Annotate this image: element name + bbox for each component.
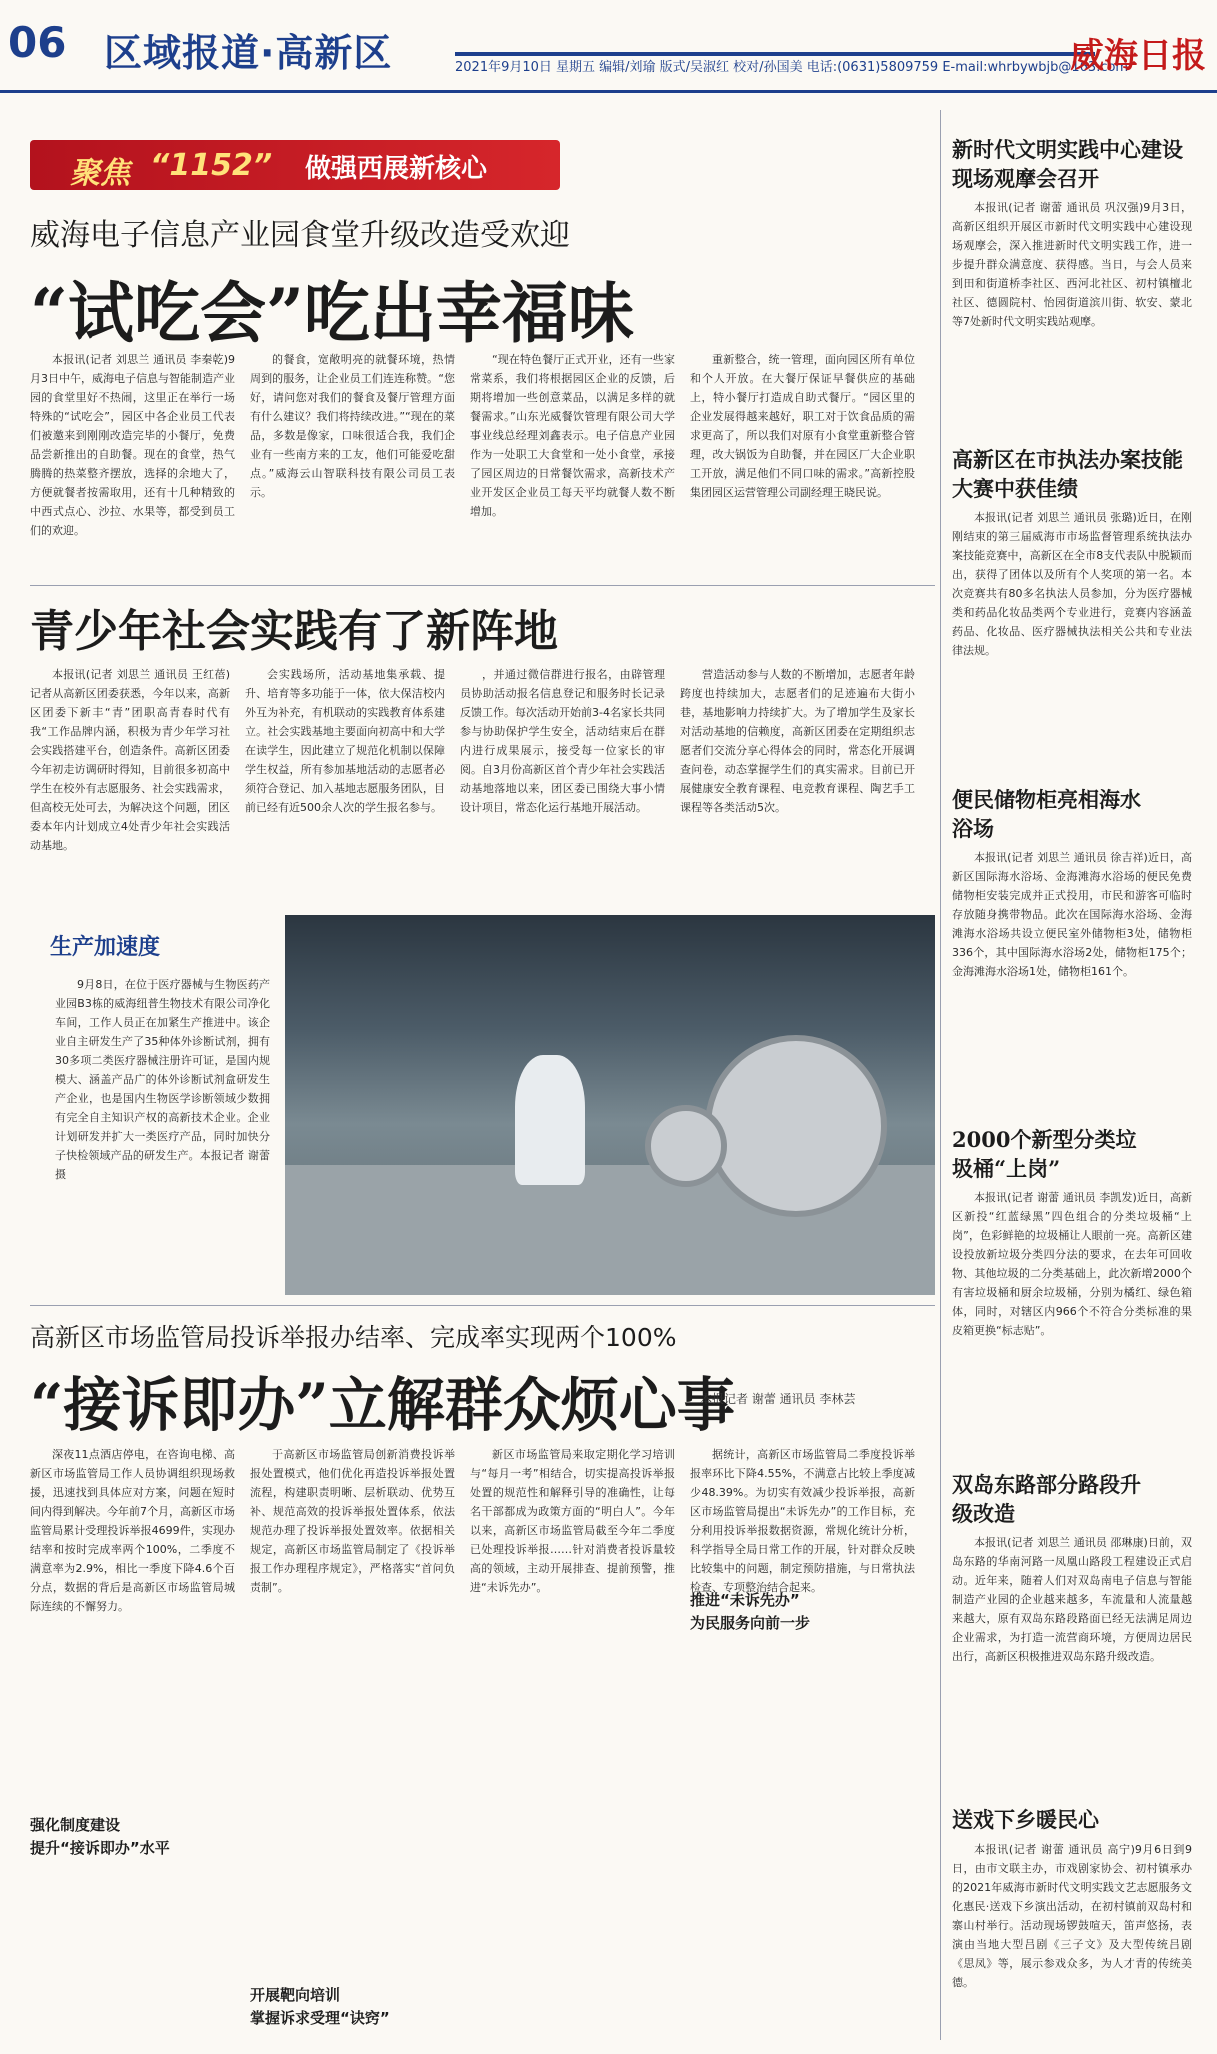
photo-worker <box>515 1055 585 1185</box>
story1-col2: 的餐食，宽敞明亮的就餐环境，热情周到的服务，让企业员工们连连称赞。“您好，请问您对我们的餐食及餐厅管理方面有什么建议？我们将持续改进。”“现在的菜品，多数是像家，口味很适合我，我们企业有一些南方来的工友，他们可能爱吃甜点。”威海云山智联科技有限公司员工表示。 <box>250 353 455 499</box>
newspaper-logo: 威海日报 <box>1070 36 1206 76</box>
sidebar-story4-text: 本报讯(记者 谢蕾 通讯员 李凯发)近日，高新区新投“红蓝绿黑”四色组合的分类垃圾桶“上岗”，色彩鲜艳的垃圾桶让人眼前一亮。高新区建设投放新垃圾分类四分法的要求，在去年可回收物、其他垃圾的二分类基础上，此次新增2000个有害垃圾桶和厨余垃圾桶，分别为橘红、绿色箱体，同时，对辖区内966个不符合分类标准的果皮箱更换“标志贴”。 <box>952 1191 1192 1337</box>
photo-feature-title: 生产加速度 <box>50 935 161 960</box>
sidebar-story1-title: 新时代文明实践中心建设现场观摩会召开 <box>952 137 1183 191</box>
section-title: 区域报道·高新区 <box>104 31 393 75</box>
photo-machine-wheel <box>705 1035 887 1217</box>
header-divider <box>0 90 1217 93</box>
sidebar-story6-text: 本报讯(记者 谢蕾 通讯员 高宁)9月6日到9日，由市文联主办，市戏剧家协会、初村镇承办的2021年威海市新时代文明实践文艺志愿服务文化惠民·送戏下乡演出活动，在初村镇前双岛村和寨山村举行。活动现场锣鼓喧天，笛声悠扬，表演由当地大型吕剧《三子文》及大型传统吕剧《思凤》等，展示参戏众多，为人才青的传统美德。 <box>952 1843 1192 1989</box>
sidebar-story1-text: 本报讯(记者 谢蕾 通讯员 巩汉强)9月3日，高新区组织开展区市新时代文明实践中心建设现场观摩会，深入推进新时代文明实践工作，进一步提升群众满意度、获得感。当日，与会人员来到田和街道桥李社区、西河北社区、初村镇檀北社区、德圆院村、怡园街道滨川街、软安、蒙北等7处新时代文明实践站观摩。 <box>952 201 1192 328</box>
story3-headline: “接诉即办”立解群众烦心事 <box>30 1371 735 1439</box>
story3-col4: 据统计，高新区市场监管局二季度投诉举报率环比下降4.55%，不满意占比较上季度减少48.39%。为切实有效减少投诉举报，高新区市场监管局提出“未诉先办”的工作目标，充分利用投诉举报数据资源，常规化统计分析，科学指导全局日常工作的开展，针对群众反映比较集中的问题，制定预防措施，与日常执法检查、专项整治结合起来。 <box>690 1448 915 1594</box>
sidebar-story2-title: 高新区在市执法办案技能大赛中获佳绩 <box>952 447 1183 501</box>
story2-col1: 本报讯(记者 刘思兰 通讯员 王红蓓)记者从高新区团委获悉，今年以来，高新区团委下新丰“青”团职高青春时代有我“工作品牌内涵，积极为青少年学习社会实践搭建平台，创造条件。高新区团委今年初走访调研时得知，目前很多初高中学生在校外有志愿服务、社会实践需求，但高校无处可去，为解决这个问题，团区委本年内计划成立4处青少年社会实践活动基地。 <box>30 668 230 852</box>
photo-feature-text: 9月8日，在位于医疗器械与生物医药产业园B3栋的威海纽普生物技术有限公司净化车间，工作人员正在加紧生产推进中。该企业自主研发生产了35种体外诊断试剂，拥有30多项二类医疗器械注册许可证，是国内规模大、涵盖产品广的体外诊断试剂盒研发生产企业，也是国内生物医学诊断领域少数拥有完全自主知识产权的高新技术企业。企业计划研发并扩大一类医疗产品，同时加快分子快检领域产品的研发生产。本报记者 谢蕾 摄 <box>55 978 270 1181</box>
sidebar-story5-title: 双岛东路部分路段升级改造 <box>952 1472 1141 1526</box>
story1-col1: 本报讯(记者 刘思兰 通讯员 李秦乾)9月3日中午，威海电子信息与智能制造产业园的食堂里好不热闹，这里正在举行一场特殊的“试吃会”，园区中各企业员工代表们被邀来到刚刚改造完毕的小餐厅，免费品尝新推出的自助餐。现在的食堂，热气腾腾的热菜整齐摆放，选择的余地大了，方便就餐者按需取用，还有十几种精致的中西式点心、沙拉、水果等，都受到员工们的欢迎。 <box>30 353 235 537</box>
story1-headline: “试吃会”吃出幸福味 <box>30 274 634 352</box>
page-number: 06 <box>8 18 67 67</box>
banner-part2: “1152” <box>150 148 273 183</box>
topic-banner <box>30 140 560 190</box>
sidebar-story5-text: 本报讯(记者 刘思兰 通讯员 邵琳康)日前，双岛东路的华南河路一凤凰山路段工程建设正式启动。近年来，随着人们对双岛南电子信息与智能制造产业园的企业越来越多，车流量和人流量越来越大，原有双岛东路段路面已经无法满足周边企业需求，为打造一流营商环境，方便周边居民出行，高新区积极推进双岛东路升级改造。 <box>952 1536 1192 1663</box>
sidebar-divider <box>940 110 941 2040</box>
header-meta: 2021年9月10日 星期五 编辑/刘瑜 版式/吴淑红 校对/孙国美 电话:(0631)5809759 E-mail:whrbywbjb@163.com <box>455 60 1129 75</box>
story3-col3: 新区市场监管局来取定期化学习培训与“每月一考”相结合，切实提高投诉举报处置的规范性和解释引导的准确性，让每名干部都成为政策方面的“明白人”。今年以来，高新区市场监管局截至今年二季度已处理投诉举报……针对消费者投诉量较高的领域，主动开展排查、提前预警，推进“未诉先办”。 <box>470 1448 675 1594</box>
story1-col4: 重新整合，统一管理，面向园区所有单位和个人开放。在大餐厅保证早餐供应的基础上，特小餐厅打造成自助式餐厅。“园区里的企业发展得越来越好，职工对于饮食品质的需求更高了，所以我们对原有小食堂重新整合管理，改大锅饭为自助餐，并在园区厂大企业职工开放，满足他们不同口味的需求。”高新控股集团园区运营管理公司副经理王晓民说。 <box>690 353 915 499</box>
story1-col3: “现在特色餐厅正式开业，还有一些家常菜系，我们将根据园区企业的反馈，后期将增加一些创意菜品，以满足多样的就餐需求。”山东光威餐饮管理有限公司大学事业线总经理刘鑫表示。电子信息产业园作为一处职工大食堂和一处小食堂，承接了园区周边的日常餐饮需求，高新技术产业开发区企业员工每天平均就餐人数不断增加。 <box>470 353 675 518</box>
story3-col1: 深夜11点酒店停电，在咨询电梯、高新区市场监管局工作人员协调组织现场救援，迅速找到具体应对方案，问题在短时间内得到解决。今年前7个月，高新区市场监管局累计受理投诉举报4699件，实现办结率和按时完成率两个100%，二季度不满意率为2.9%，相比一季度下降4.6个百分点，数据的背后是高新区市场监管局城际连续的不懈努力。 <box>30 1448 235 1613</box>
divider <box>30 585 935 586</box>
sidebar-story3-text: 本报讯(记者 刘思兰 通讯员 徐吉祥)近日，高新区国际海水浴场、金海滩海水浴场的便民免费储物柜安装完成并正式投用，市民和游客可临时存放随身携带物品。此次在国际海水浴场、金海滩海水浴场共设立便民室外储物柜3处，储物柜336个，其中国际海水浴场2处，储物柜175个；金海滩海水浴场1处，储物柜161个。 <box>952 851 1192 978</box>
banner-part3: 做强西展新核心 <box>305 154 488 184</box>
story3-byline: 本报记者 谢蕾 通讯员 李林芸 <box>700 1392 856 1406</box>
story3-col2: 于高新区市场监管局创新消费投诉举报处置模式，他们优化再造投诉举报处置流程，构建职责明晰、层析联动、优势互补、规范高效的投诉举报处置体系，依法规范办理了投诉举报处置效率。依据相关规定，高新区市场监管局制定了《投诉举报工作办理程序规定》，严格落实“首问负责制”。 <box>250 1448 455 1594</box>
sidebar-story6-title: 送戏下乡暖民心 <box>952 1807 1099 1832</box>
story2-col3: ，并通过微信群进行报名，由辟管理员协助活动报名信息登记和服务时长记录反馈工作。每次活动开始前3-4名家长共同参与协助保护学生安全，活动结束后在群内进行成果展示，接受每一位家长的审阅。自3月份高新区首个青少年社会实践活动基地落地以来，团区委已围绕大事小情设计项目，常态化运行基地开展活动。 <box>460 668 665 814</box>
divider <box>30 1305 935 1306</box>
story3-kicker: 高新区市场监管局投诉举报办结率、完成率实现两个100% <box>30 1323 677 1352</box>
story3-subhead1: 强化制度建设 <box>30 1816 121 1834</box>
production-photo <box>285 915 935 1295</box>
sidebar-story3-title: 便民储物柜亮相海水浴场 <box>952 787 1141 841</box>
story2-col2: 会实践场所，活动基地集承载、提升、培育等多功能于一体，依大保洁校内外互为补充，有机联动的实践教育体系建立。社会实践基地主要面向初高中和大学在读学生，因此建立了规范化机制以保障学生权益，所有参加基地活动的志愿者必须符合登记、加入基地志愿服务团队，目前已经有近500余人次的学生报名参与。 <box>245 668 445 814</box>
story3-subhead2: 推进“未诉先办” <box>690 1591 800 1609</box>
sidebar-story2-text: 本报讯(记者 刘思兰 通讯员 张璐)近日，在刚刚结束的第三届威海市市场监督管理系统执法办案技能竞赛中，高新区在全市8支代表队中脱颖而出，获得了团体以及所有个人奖项的第一名。本次竞赛共有80多名执法人员参加，分为医疗器械类和药品化妆品类两个专业进行，竞赛内容涵盖药品、化妆品、医疗器械执法相关公共和专业法律法规。 <box>952 511 1192 657</box>
story2-headline: 青少年社会实践有了新阵地 <box>30 606 558 657</box>
story3-subhead3: 开展靶向培训 <box>250 1986 341 2004</box>
story3-subhead3b: 掌握诉求受理“诀窍” <box>250 2009 390 2027</box>
story2-col4: 营造活动参与人数的不断增加，志愿者年龄跨度也持续加大，志愿者们的足迹遍布大街小巷，基地影响力持续扩大。为了增加学生及家长对活动基地的信赖度，高新区团委在定期组织志愿者们交流分享心得体会的同时，常态化开展调查问卷，动态掌握学生们的真实需求。目前已开展健康安全教育课程、电竞教育课程、陶艺手工课程等各类活动5次。 <box>680 668 915 814</box>
story3-subhead1b: 提升“接诉即办”水平 <box>30 1839 170 1857</box>
photo-machine-small <box>645 1105 727 1187</box>
story3-subhead2b: 为民服务向前一步 <box>690 1614 811 1632</box>
sidebar-story4-title: 2000个新型分类垃圾桶“上岗” <box>952 1127 1137 1181</box>
story1-kicker: 威海电子信息产业园食堂升级改造受欢迎 <box>30 218 570 253</box>
banner-part1: 聚焦 <box>70 156 130 191</box>
